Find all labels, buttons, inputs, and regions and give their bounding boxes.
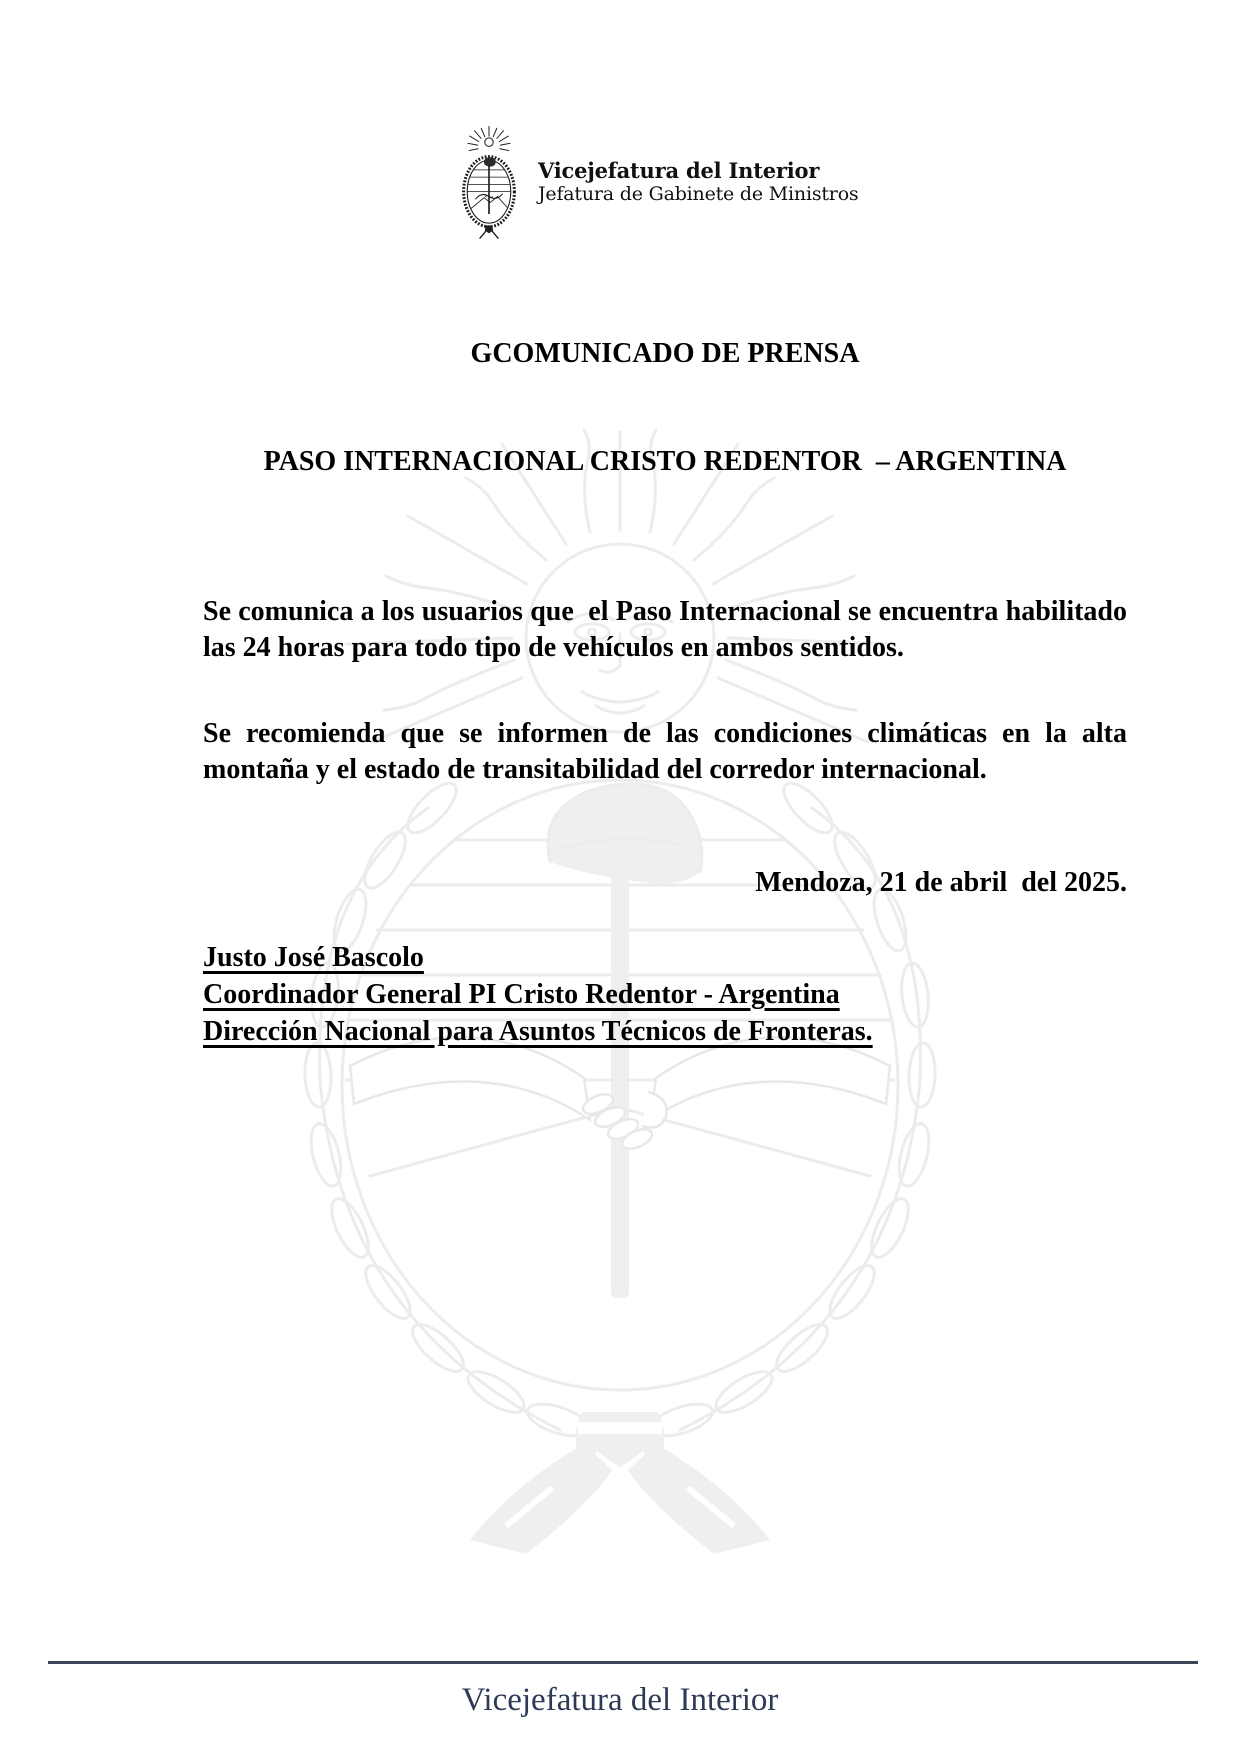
- document-body: [203, 264, 1134, 1050]
- dateline: Mendoza, 21 de abril del 2025.: [755, 867, 1127, 898]
- document-title: [203, 264, 1127, 552]
- logo-shield: [464, 157, 515, 227]
- signature-department: Dirección Nacional para Asuntos Técnicos de Fronteras.: [203, 1016, 873, 1047]
- header-brand: [538, 160, 858, 204]
- title-line-1: GCOMUNICADO DE PRENSA: [470, 338, 860, 369]
- header-org-name: Vicejefatura del Interior: [538, 158, 820, 183]
- argentina-coat-of-arms-icon: [452, 124, 526, 240]
- header-org-parent: Jefatura de Gabinete de Ministros: [538, 183, 859, 205]
- paragraph-availability: Se comunica a los usuarios que el Paso Internacional se encuentra habilitado las 24 horas para todo tipo de vehículos en ambos sentidos.: [203, 596, 1134, 663]
- footer-org-name: Vicejefatura del Interior: [461, 1682, 779, 1718]
- signature-role: Coordinador General PI Cristo Redentor - Argentina: [203, 979, 840, 1010]
- title-line-2: PASO INTERNACIONAL CRISTO REDENTOR – ARGENTINA: [263, 446, 1067, 477]
- watermark-ribbon-bow: [470, 1412, 770, 1554]
- paragraph-recommendation: Se recomienda que se informen de las condiciones climáticas en la alta montaña y el estado de transitabilidad del corredor internacional.: [203, 718, 1134, 785]
- signature-block: [203, 939, 1127, 1050]
- logo-sun: [468, 126, 510, 150]
- signature-name: Justo José Bascolo: [203, 942, 424, 973]
- logo-ribbon: [480, 226, 498, 239]
- footer-divider: [48, 1661, 1198, 1664]
